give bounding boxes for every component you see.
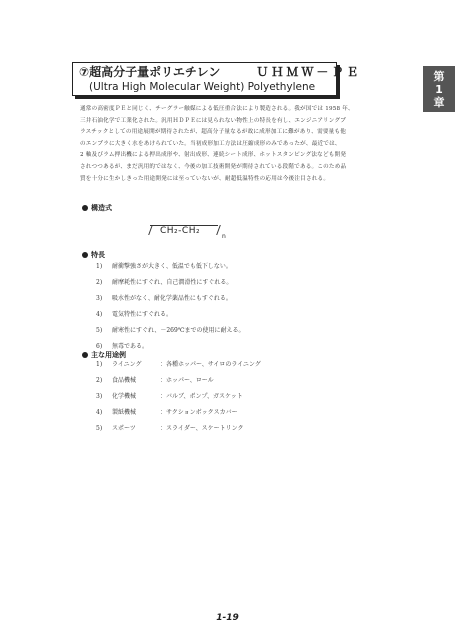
list-item: 3) 化学機械 ：バルブ、ポンプ、ガスケット [96,393,243,400]
title-code: ＵＨＭＷ－ＰＥ [256,65,362,79]
section-title-box [72,62,362,96]
intro-line: 通常の高密度ＰＥと同じく、チーグラー触媒による低圧重合法により製造される。我が国では 1958 年、 [80,106,354,112]
chapter-tab-char-2: 1 [435,83,443,96]
chapter-tab [423,66,455,112]
bullet-icon [82,252,88,258]
list-item: 5) スポーツ ：スライダー、スケートリンク [96,425,244,432]
bullet-icon [82,205,88,211]
structure-heading [82,203,112,213]
features-list [96,259,245,355]
intro-line: 質を十分に生かしきった用途開発には至っていないが、耐超低温特性の応用は今後注目される。 [80,175,330,182]
structural-formula [150,222,230,242]
list-item: 5) 耐寒性にすぐれ、－269℃までの使用に耐える。 [96,327,245,334]
formula-bond-left [148,225,153,235]
bullet-icon [82,352,88,358]
structure-heading-text: 構造式 [91,204,112,212]
uses-heading-text: 主な用途例 [91,351,126,359]
intro-line: ラスチックとしての用途展開が期待されたが、超高分子量なるが故に成形加工に難があり、需要量も他 [80,129,347,136]
features-heading-text: 特長 [91,251,105,259]
title-english: (Ultra High Molecular Weight) Polyethylene [89,81,316,93]
formula-text: CH₂-CH₂ [160,226,201,236]
title-japanese: ⑦超高分子量ポリエチレン [79,65,221,79]
list-item: 3) 吸水性がなく、耐化学薬品性にもすぐれる。 [96,295,232,302]
title-line-1 [79,65,362,80]
formula-subscript: n [222,233,226,240]
list-item: 4) 電気特性にすぐれる。 [96,311,173,318]
list-item: 4) 製紙機械 ：サクションボックスカバー [96,409,238,416]
list-item: 6) 無毒である。 [96,343,149,350]
intro-line: 2 軸及びラム押出機による押出成形や、射出成形、連続シート成形、ホットスタンピング法なども開発 [80,152,347,159]
intro-paragraph [80,104,410,185]
list-item: 2) 食品機械 ：ホッパー、ロール [96,377,214,384]
list-item: 2) 耐摩耗性にすぐれ、自己潤滑性にすぐれる。 [96,279,233,286]
intro-line: されつつあるが、まだ汎用的ではなく、今後の加工技術開発が期待されている段階である。このため品 [80,163,347,170]
intro-line: のエンプラに大きく水をあけられていた。当初成形加工方法は圧縮成形のみであったが、最近では、 [80,140,341,147]
uses-list [96,357,261,437]
chapter-tab-char-3: 章 [433,96,445,109]
intro-line: 三井石油化学で工業化された。汎用ＨＤＰＥには見られない物性上の特長を有し、エンジニアリングプ [80,117,347,124]
list-item: 1) ライニング ：各種ホッパー、サイロのライニング [96,361,261,368]
page-number: 1-19 [216,613,239,623]
list-item: 1) 耐衝撃強さが大きく、低温でも低下しない。 [96,263,232,270]
chapter-tab-char-1: 第 [433,70,445,83]
